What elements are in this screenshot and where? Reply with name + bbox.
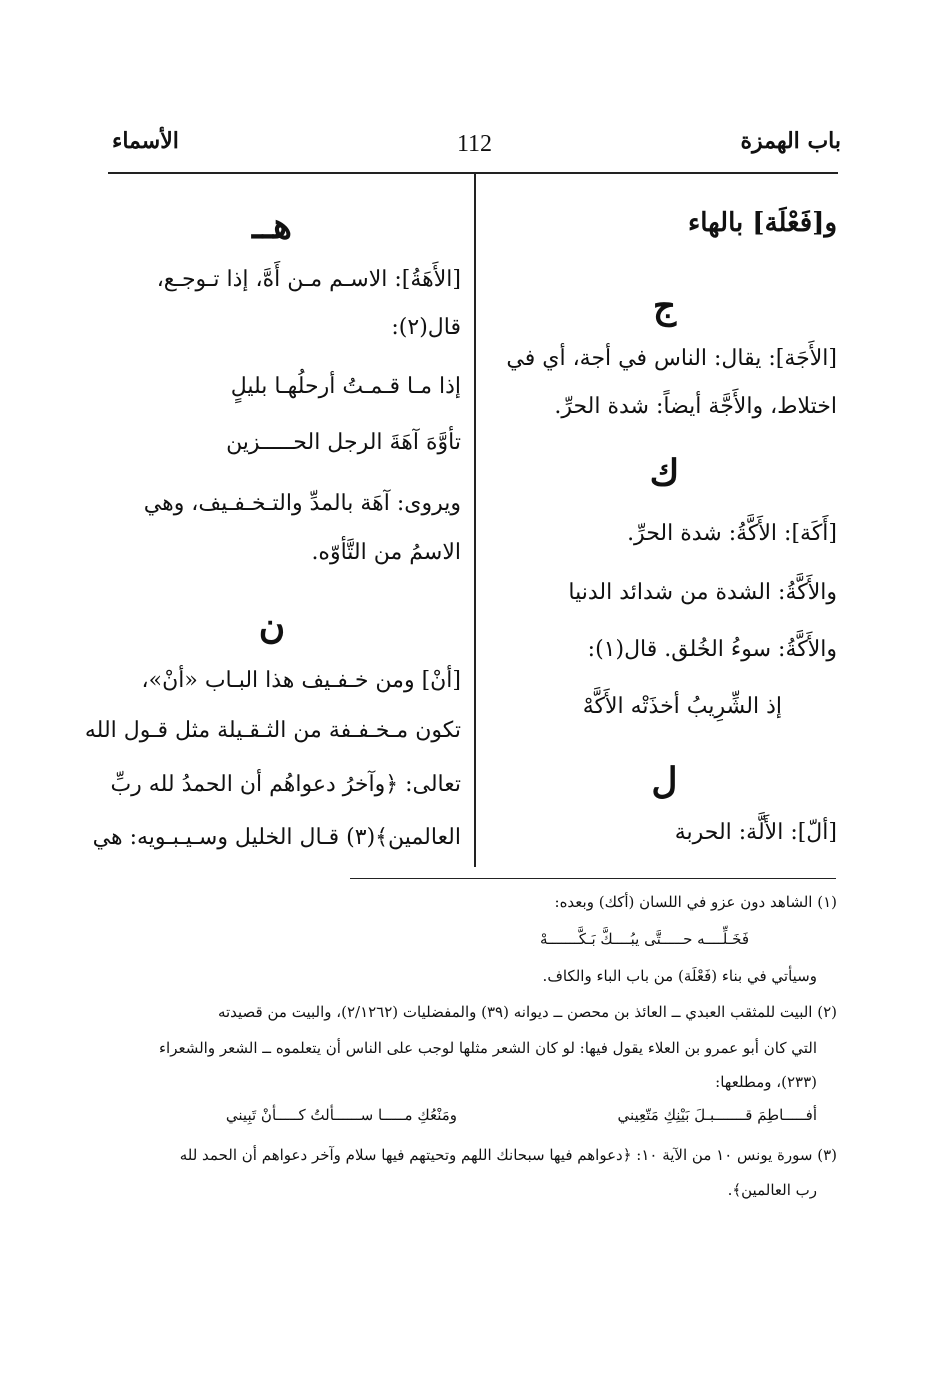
entry-an-line4: العالمين﴾(٣) قـال الخليل وسـيـبـويه: هي bbox=[92, 825, 461, 850]
entry-ajja-line1: [الأَجَة]: يقال: الناس في أجة، أي في bbox=[506, 346, 837, 371]
letter-heading-jim: ج bbox=[652, 285, 677, 327]
entry-an-line3: تعالى: ﴿وآخرُ دعواهُم أن الحمدُ لله ربِّ bbox=[110, 772, 461, 797]
entry-ahha-line3: ويروى: آهَة بالمدِّ والتـخـفـيف، وهي bbox=[143, 491, 461, 516]
section-title-suffix: ] بالهاء bbox=[688, 208, 765, 238]
page-number: 112 bbox=[456, 131, 493, 157]
section-title-pattern: فَعْلَة bbox=[764, 208, 813, 238]
entry-akka-line2: والأَكَّةُ: الشدة من شدائد الدنيا bbox=[568, 580, 837, 605]
entry-ahha-line4: الاسمُ من التَّأوّه. bbox=[311, 540, 461, 565]
running-head-section: الأسماء bbox=[112, 128, 179, 154]
verse-akka: إذ الشِّرِيبُ أخذَتْه الأَكَّهْ bbox=[582, 694, 782, 719]
entry-ajja-line2: اختلاط، والأَجَّة أيضاً: شدة الحرِّ. bbox=[554, 394, 837, 419]
letter-heading-kaf: ك bbox=[649, 452, 680, 494]
entry-akka-line1: [أَكَة]: الأَكَّةُ: شدة الحرِّ. bbox=[627, 521, 837, 546]
letter-heading-lam: ل bbox=[651, 760, 678, 802]
entry-an-line1: [أنْ] ومن خـفـيف هذا البـاب «أنْ»، bbox=[141, 668, 461, 693]
letter-heading-nun: ن bbox=[258, 605, 286, 647]
footnote-2-line2: التي كان أبو عمرو بن العلاء يقول فيها: لو كان الشعر مثلها لوجب على الناس أن يتعلموه ــ الشعر والشعراء bbox=[159, 1039, 817, 1057]
section-title-prefix: و[ bbox=[812, 208, 837, 238]
footnote-2-verse-second: ومَنْعُكِ مـــــا ســــــألتُ كـــــأنْ تَبِيني bbox=[225, 1106, 457, 1124]
footnote-1-continued: وسيأتي في بناء (فَعْلَة) من باب الباء والكاف. bbox=[542, 967, 817, 985]
entry-ahha-line1: [الأَهَةُ]: الاسـم مـن أَهَّ، إذا تـوجـع، bbox=[156, 267, 461, 292]
entry-alla: [ألّ]: الأَلَّة: الحربة bbox=[674, 820, 837, 845]
footnote-2: (٢) البيت للمثقب العبدي ــ العائذ بن محصن ــ ديوانه (٣٩) والمفضليات (٢/١٢٦٢)، والبيت من قصيدته bbox=[217, 1003, 837, 1021]
footnote-3: (٣) سورة يونس ١٠ من الآية ١٠: ﴿دعواهم فيها سبحانك اللهم وتحيتهم فيها سلام وآخر دعواهم أن الحمد لله bbox=[179, 1146, 837, 1164]
entry-akka-line3: والأَكَّةُ: سوءُ الخُلق. قال(١): bbox=[587, 637, 837, 662]
letter-heading-ha: هــ bbox=[251, 205, 293, 247]
footnote-3-continued: رب العالمين﴾. bbox=[727, 1181, 817, 1199]
verse-line1: إذا مـا قـمـتُ أرحلُهـا بليلٍ bbox=[230, 374, 461, 399]
footnote-2-verse-first: أفـــــاطِمَ قـــــــبـلَ بَيْنِكِ مَتّعِيني bbox=[617, 1106, 817, 1124]
running-head-chapter: باب الهمزة bbox=[740, 128, 841, 154]
footnote-1: (١) الشاهد دون عزو في اللسان (أكك) وبعده: bbox=[554, 893, 837, 911]
footnote-1-verse: فَخَـلِّــــه حـــــتَّى يبُــــكَّ بَـكَّـــــــهْ bbox=[540, 930, 749, 948]
verse-line2: تأوَّهَ آهَةَ الرجل الحـــــزين bbox=[226, 430, 461, 455]
footnotes bbox=[112, 0, 837, 1375]
entry-ahha-line2: قال(٢): bbox=[391, 315, 461, 340]
footnote-2-line3: (٢٣٣)، ومطلعها: bbox=[715, 1073, 817, 1091]
entry-an-line2: تكون مـخـفـفة من الثـقـيلة مثل قـول الله bbox=[84, 718, 461, 743]
